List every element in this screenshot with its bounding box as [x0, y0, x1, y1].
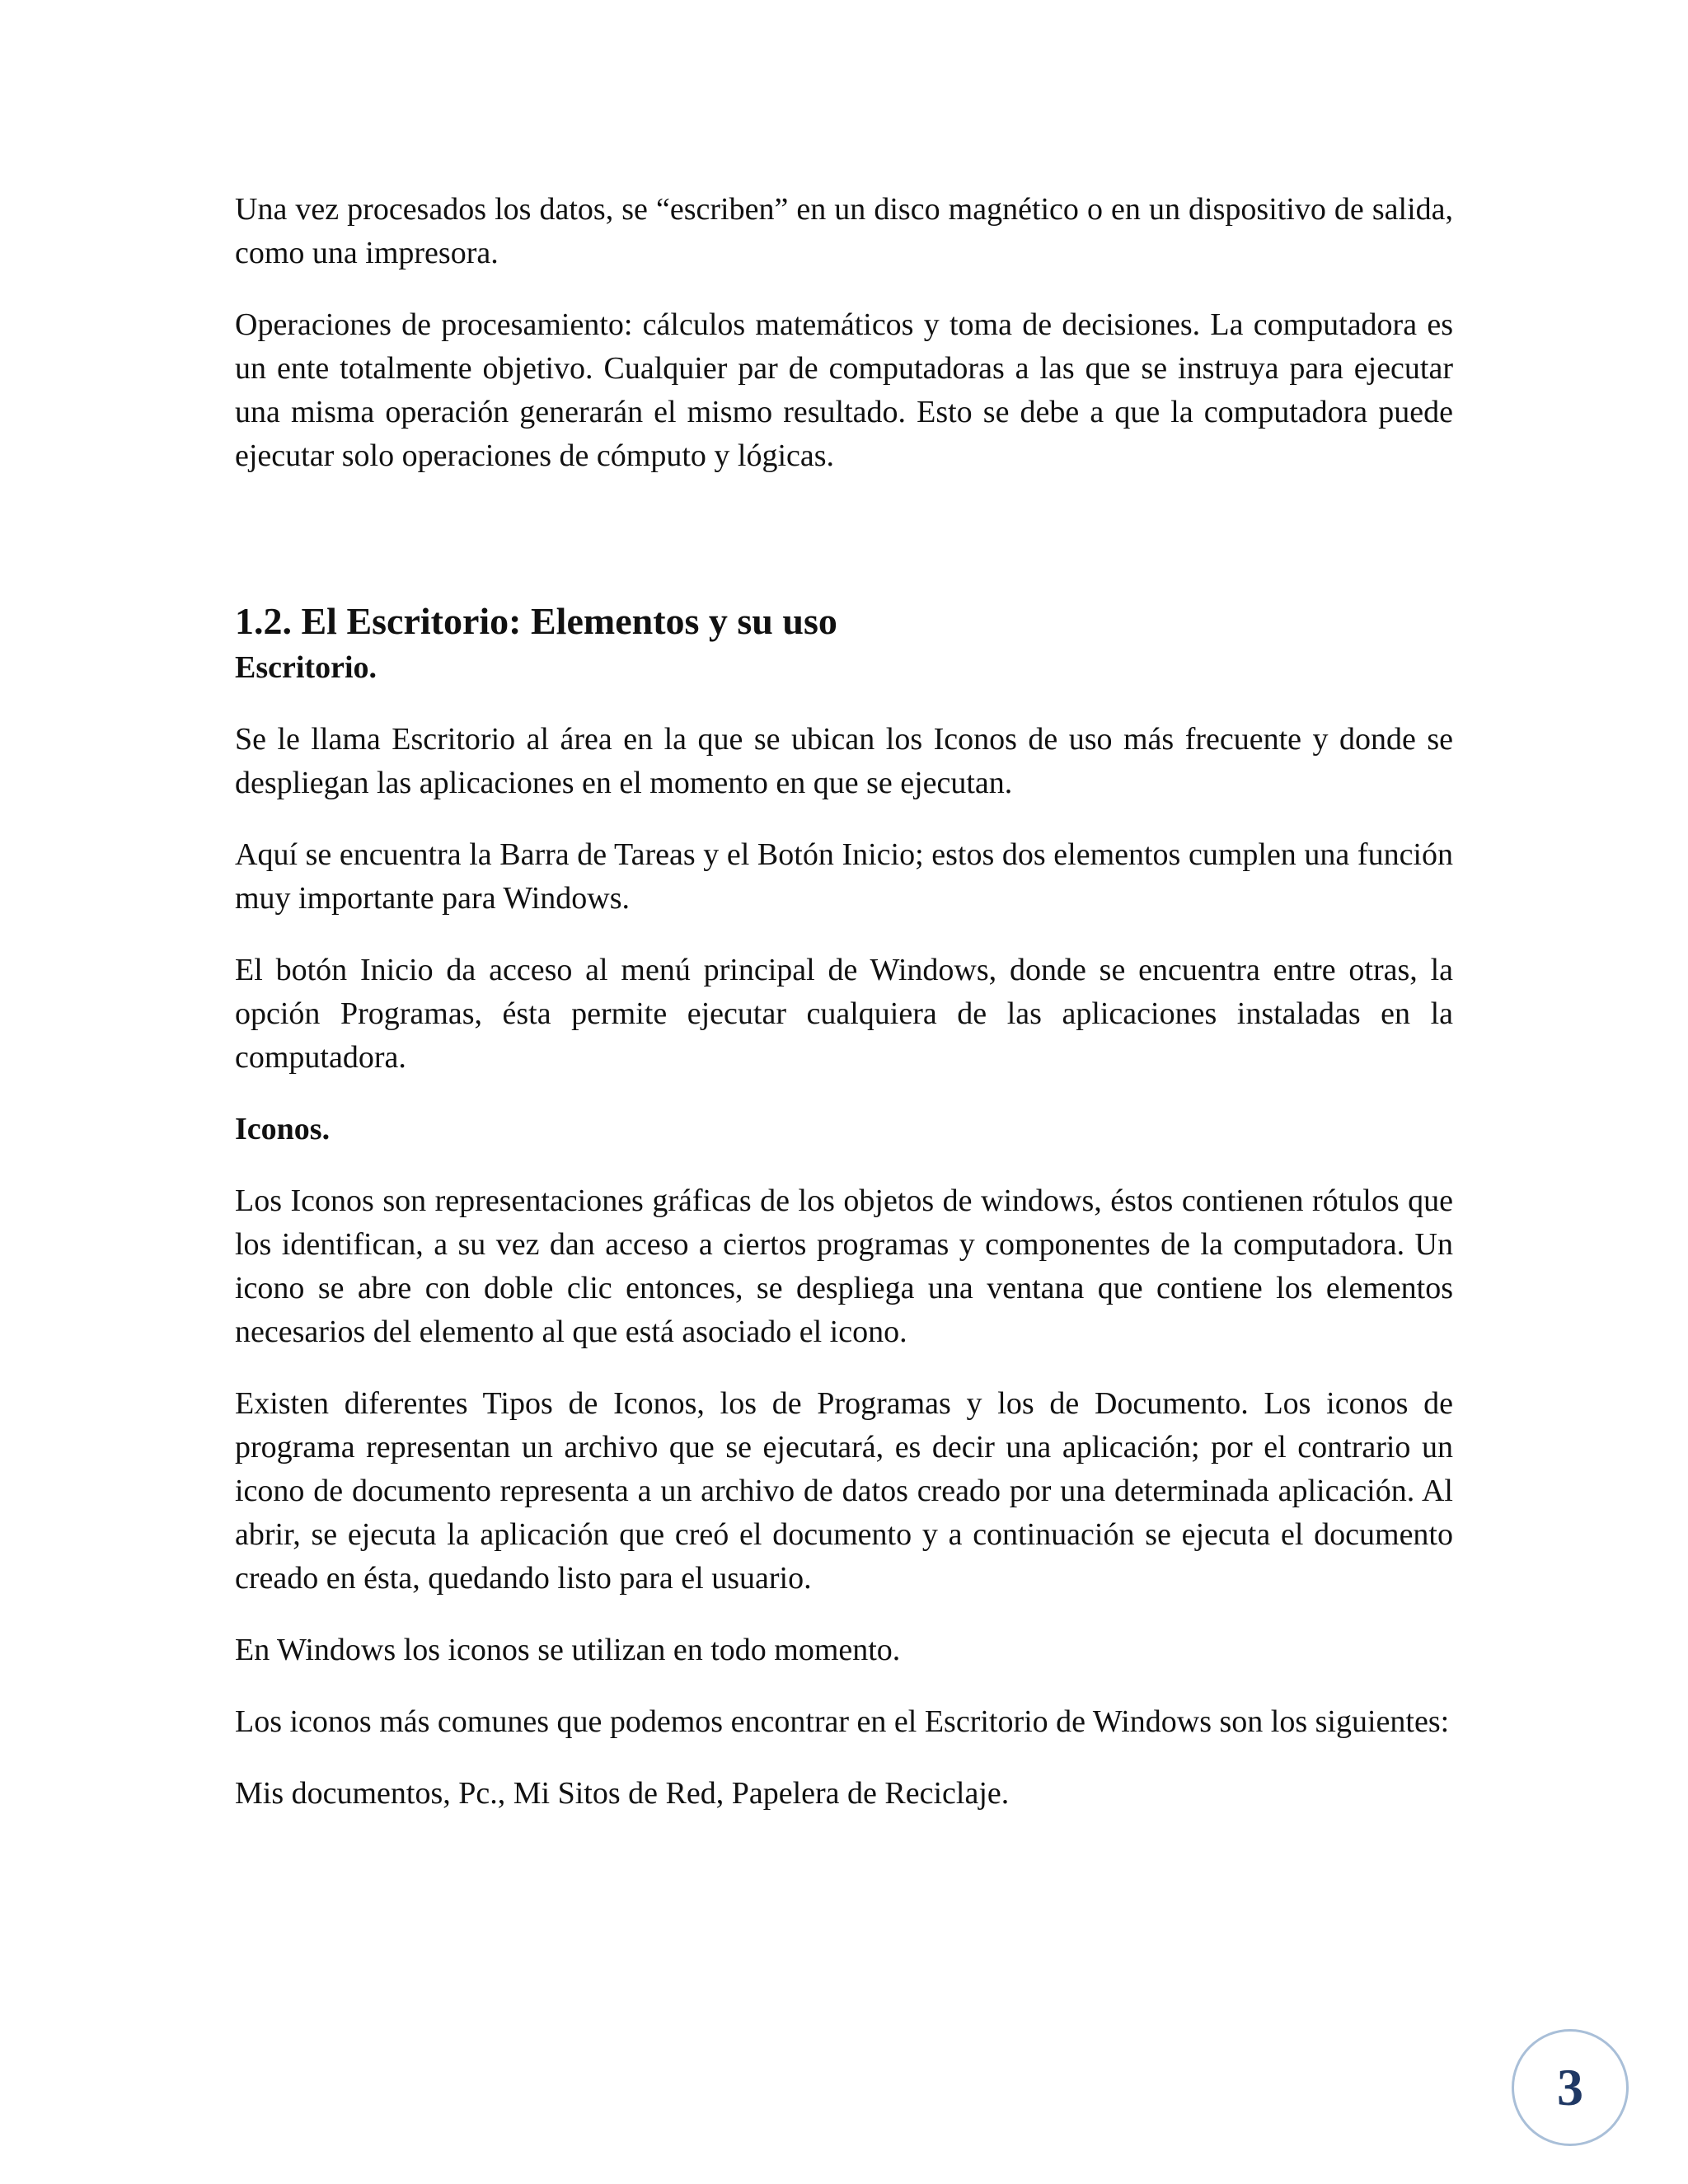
- iconos-paragraph-2: Existen diferentes Tipos de Iconos, los de Programas y los de Documento. Los iconos de programa representan un archivo que se ejecutará, es decir una aplicación; por el contrario un icono de documento representa a un archivo de datos creado por una determinada aplicación. Al abrir, se ejecuta la aplicación que creó el documento y a continuación se ejecuta el documento creado en ésta, quedando listo para el usuario.: [235, 1386, 1453, 1596]
- section-heading: 1.2. El Escritorio: Elementos y su uso: [235, 600, 837, 642]
- iconos-paragraph-3: En Windows los iconos se utilizan en todo momento.: [235, 1633, 901, 1667]
- iconos-paragraph-5: Mis documentos, Pc., Mi Sitos de Red, Papelera de Reciclaje.: [235, 1776, 1010, 1811]
- intro-paragraph-1: Una vez procesados los datos, se “escriben” en un disco magnético o en un dispositivo de salida, como una impresora.: [235, 192, 1453, 270]
- page-number: 3: [1557, 2058, 1583, 2116]
- page-content: [235, 188, 1453, 1844]
- section-spacer: [235, 506, 1453, 597]
- intro-paragraph-2: Operaciones de procesamiento: cálculos matemáticos y toma de decisiones. La computadora es un ente totalmente objetivo. Cualquier par de computadoras a las que se instruya para ejecutar una misma operación generarán el mismo resultado. Esto se debe a que la computadora puede ejecutar solo operaciones de cómputo y lógicas.: [235, 307, 1453, 473]
- page-number-badge: [1512, 2029, 1629, 2146]
- escritorio-paragraph-2: Aquí se encuentra la Barra de Tareas y el Botón Inicio; estos dos elementos cumplen una función muy importante para Windows.: [235, 837, 1453, 916]
- iconos-paragraph-1: Los Iconos son representaciones gráficas de los objetos de windows, éstos contienen rótulos que los identifican, a su vez dan acceso a ciertos programas y componentes de la computadora. Un icono se abre con doble clic entonces, se despliega una ventana que contiene los elementos necesarios del elemento al que está asociado el icono.: [235, 1183, 1453, 1349]
- escritorio-paragraph-3: El botón Inicio da acceso al menú principal de Windows, donde se encuentra entre otras, la opción Programas, ésta permite ejecutar cualquiera de las aplicaciones instaladas en la computadora.: [235, 953, 1453, 1075]
- escritorio-paragraph-1: Se le llama Escritorio al área en la que se ubican los Iconos de uso más frecuente y donde se despliegan las aplicaciones en el momento en que se ejecutan.: [235, 722, 1453, 800]
- iconos-subheading: Iconos.: [235, 1112, 331, 1146]
- iconos-paragraph-4: Los iconos más comunes que podemos encontrar en el Escritorio de Windows son los siguientes:: [235, 1704, 1450, 1739]
- escritorio-subheading: Escritorio.: [235, 650, 377, 685]
